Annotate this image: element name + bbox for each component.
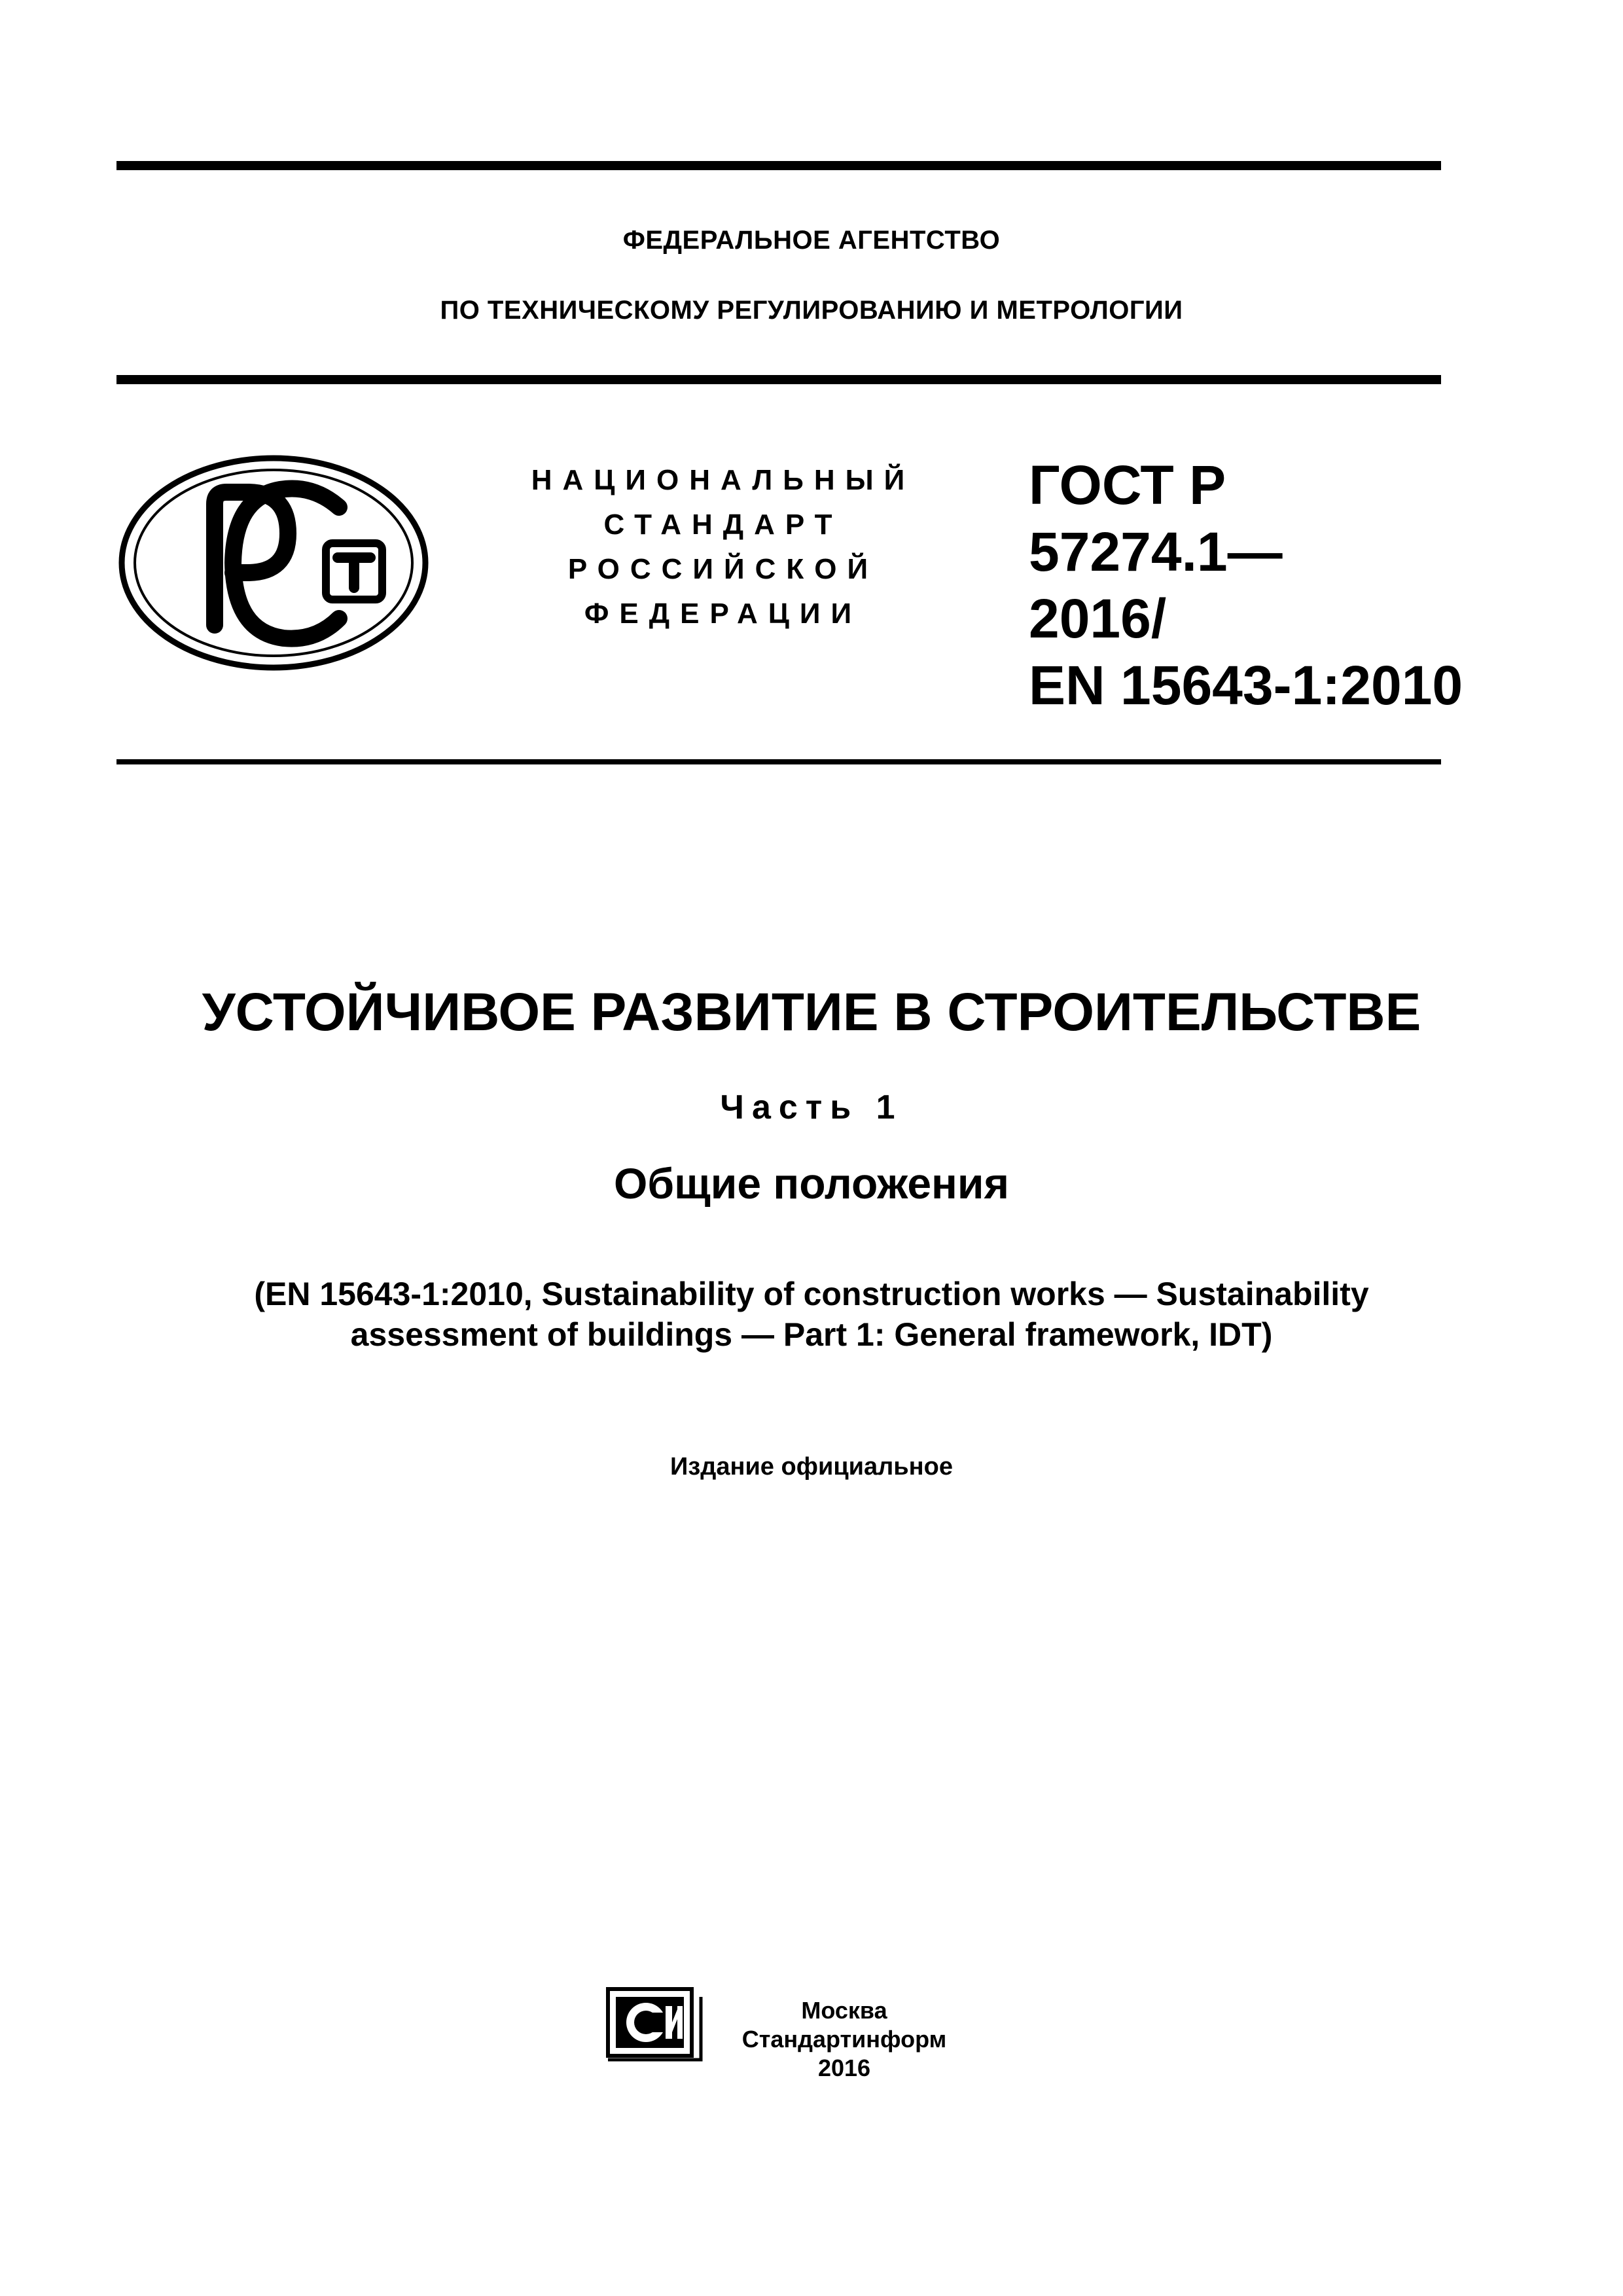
standartinform-logo-icon — [605, 1986, 704, 2065]
publisher-city: Москва — [801, 1997, 887, 2024]
national-standard-line: ФЕДЕРАЦИИ — [584, 598, 863, 630]
en-reference — [0, 1274, 1623, 1355]
designation-line: 57274.1— — [1029, 521, 1283, 583]
edition-label: Издание официальное — [670, 1453, 953, 1480]
designation-line: EN 15643-1:2010 — [1029, 655, 1463, 716]
part-number: Часть 1 — [720, 1088, 903, 1126]
en-reference-line1: (EN 15643-1:2010, Sustainability of construction works — Sustainability — [254, 1276, 1369, 1312]
designation-divider — [116, 759, 1441, 764]
top-divider — [116, 161, 1441, 170]
national-standard-line: СТАНДАРТ — [603, 509, 843, 541]
en-reference-line2: assessment of buildings — Part 1: General framework, IDT) — [350, 1316, 1273, 1353]
publisher-year: 2016 — [817, 2054, 871, 2081]
designation-line: ГОСТ Р — [1029, 454, 1226, 516]
header-divider — [116, 375, 1441, 384]
national-standard-label — [497, 458, 949, 636]
document-subtitle: Общие положения — [613, 1159, 1010, 1208]
rst-emblem-icon — [116, 452, 431, 674]
document-title: УСТОЙЧИВОЕ РАЗВИТИЕ В СТРОИТЕЛЬСТВЕ — [202, 982, 1421, 1042]
publisher-name: Стандартинформ — [741, 2026, 947, 2053]
national-standard-line: РОССИЙСКОЙ — [567, 553, 879, 585]
standard-designation — [1029, 452, 1463, 719]
agency-name-line1: ФЕДЕРАЛЬНОЕ АГЕНТСТВО — [622, 226, 1001, 255]
agency-name-line2: ПО ТЕХНИЧЕСКОМУ РЕГУЛИРОВАНИЮ И МЕТРОЛОГИИ — [440, 296, 1183, 325]
designation-line: 2016/ — [1029, 588, 1167, 649]
publisher-block — [733, 1996, 955, 2083]
national-standard-line: НАЦИОНАЛЬНЫЙ — [531, 464, 916, 496]
